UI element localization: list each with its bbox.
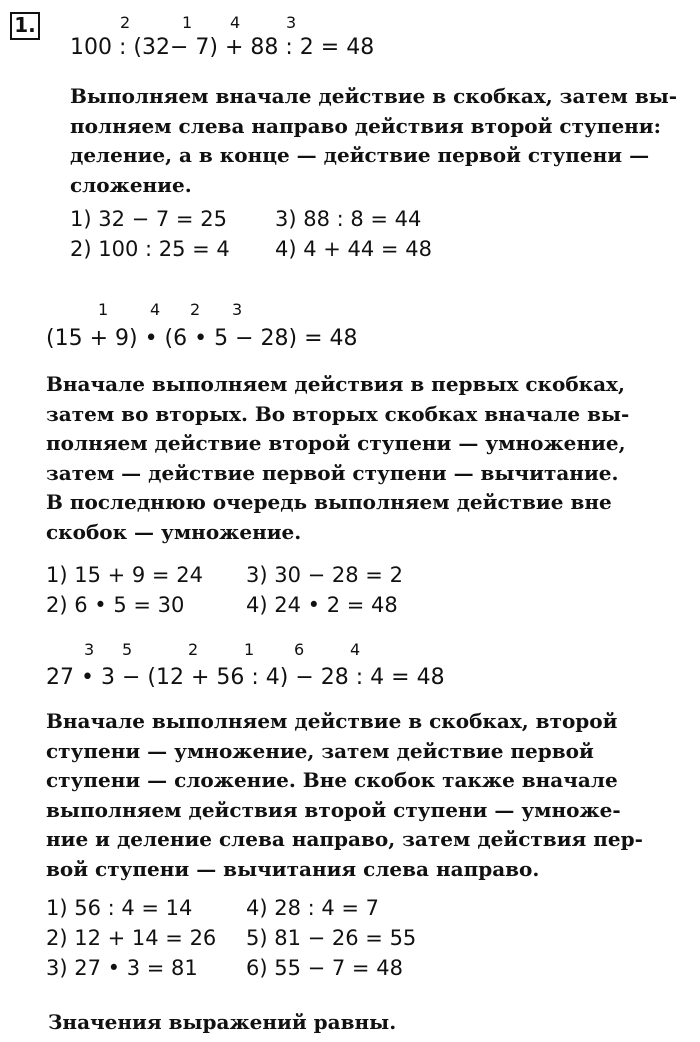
action-order-marks xyxy=(120,14,320,32)
order-mark: 1 xyxy=(244,640,255,659)
explanation-line: ступени — умножение, затем действие первой xyxy=(46,738,594,763)
step-item: 2) 100 : 25 = 4 xyxy=(70,237,230,261)
order-mark: 3 xyxy=(286,13,297,32)
explanation-line: Вначале выполняем действия в первых скобках, xyxy=(46,372,625,396)
conclusion-text: Значения выражений равны. xyxy=(48,1010,397,1034)
order-mark: 2 xyxy=(190,300,201,319)
explanation-3 xyxy=(46,707,686,884)
explanation-line: полняем слева направо действия второй ступени: xyxy=(70,113,662,138)
step-item: 3) 27 • 3 = 81 xyxy=(46,956,198,980)
step-item: 1) 56 : 4 = 14 xyxy=(46,896,193,920)
step-item: 2) 6 • 5 = 30 xyxy=(46,593,185,617)
step-item: 1) 32 − 7 = 25 xyxy=(70,207,227,231)
order-mark: 4 xyxy=(350,640,361,659)
action-order-marks xyxy=(84,641,384,659)
order-mark: 6 xyxy=(294,640,305,659)
order-mark: 2 xyxy=(188,640,199,659)
explanation-1 xyxy=(70,82,686,200)
task-number-badge: 1. xyxy=(10,12,40,40)
explanation-line: выполняем действия второй ступени — умноже- xyxy=(46,797,621,822)
explanation-line: скобок — умножение. xyxy=(46,519,302,544)
steps-1 xyxy=(70,204,490,264)
explanation-2 xyxy=(46,370,686,547)
explanation-line: вой ступени — вычитания слева направо. xyxy=(46,856,540,881)
explanation-line: Выполняем вначале действие в скобках, затем вы- xyxy=(70,84,678,108)
expression-2: (15 + 9) • (6 • 5 − 28) = 48 xyxy=(46,326,358,351)
steps-3 xyxy=(46,893,466,983)
expression-1: 100 : (32− 7) + 88 : 2 = 48 xyxy=(70,35,375,60)
explanation-line: ступени — сложение. Вне скобок также вначале xyxy=(46,768,618,792)
step-item: 1) 15 + 9 = 24 xyxy=(46,563,203,587)
action-order-marks xyxy=(98,301,298,319)
step-item: 4) 4 + 44 = 48 xyxy=(275,237,432,261)
order-mark: 4 xyxy=(150,300,161,319)
order-mark: 3 xyxy=(232,300,243,319)
explanation-line: ние и деление слева направо, затем действия пер- xyxy=(46,827,643,851)
step-item: 3) 30 − 28 = 2 xyxy=(246,563,403,587)
explanation-line: затем — действие первой ступени — вычитание. xyxy=(46,460,619,485)
explanation-line: сложение. xyxy=(70,172,192,197)
order-mark: 4 xyxy=(230,13,241,32)
expression-3: 27 • 3 − (12 + 56 : 4) − 28 : 4 = 48 xyxy=(46,665,445,690)
step-item: 3) 88 : 8 = 44 xyxy=(275,207,422,231)
order-mark: 1 xyxy=(182,13,193,32)
explanation-line: затем во вторых. Во вторых скобках вначале вы- xyxy=(46,401,630,426)
step-item: 4) 28 : 4 = 7 xyxy=(246,896,380,920)
step-item: 6) 55 − 7 = 48 xyxy=(246,956,403,980)
order-mark: 1 xyxy=(98,300,109,319)
step-item: 2) 12 + 14 = 26 xyxy=(46,926,217,950)
order-mark: 3 xyxy=(84,640,95,659)
step-item: 4) 24 • 2 = 48 xyxy=(246,593,398,617)
order-mark: 5 xyxy=(122,640,133,659)
explanation-line: деление, а в конце — действие первой ступени — xyxy=(70,143,650,167)
order-mark: 2 xyxy=(120,13,131,32)
explanation-line: В последнюю очередь выполняем действие вне xyxy=(46,490,612,514)
explanation-line: Вначале выполняем действие в скобках, второй xyxy=(46,709,618,733)
steps-2 xyxy=(46,560,466,620)
explanation-line: полняем действие второй ступени — умножение, xyxy=(46,431,626,455)
step-item: 5) 81 − 26 = 55 xyxy=(246,926,417,950)
